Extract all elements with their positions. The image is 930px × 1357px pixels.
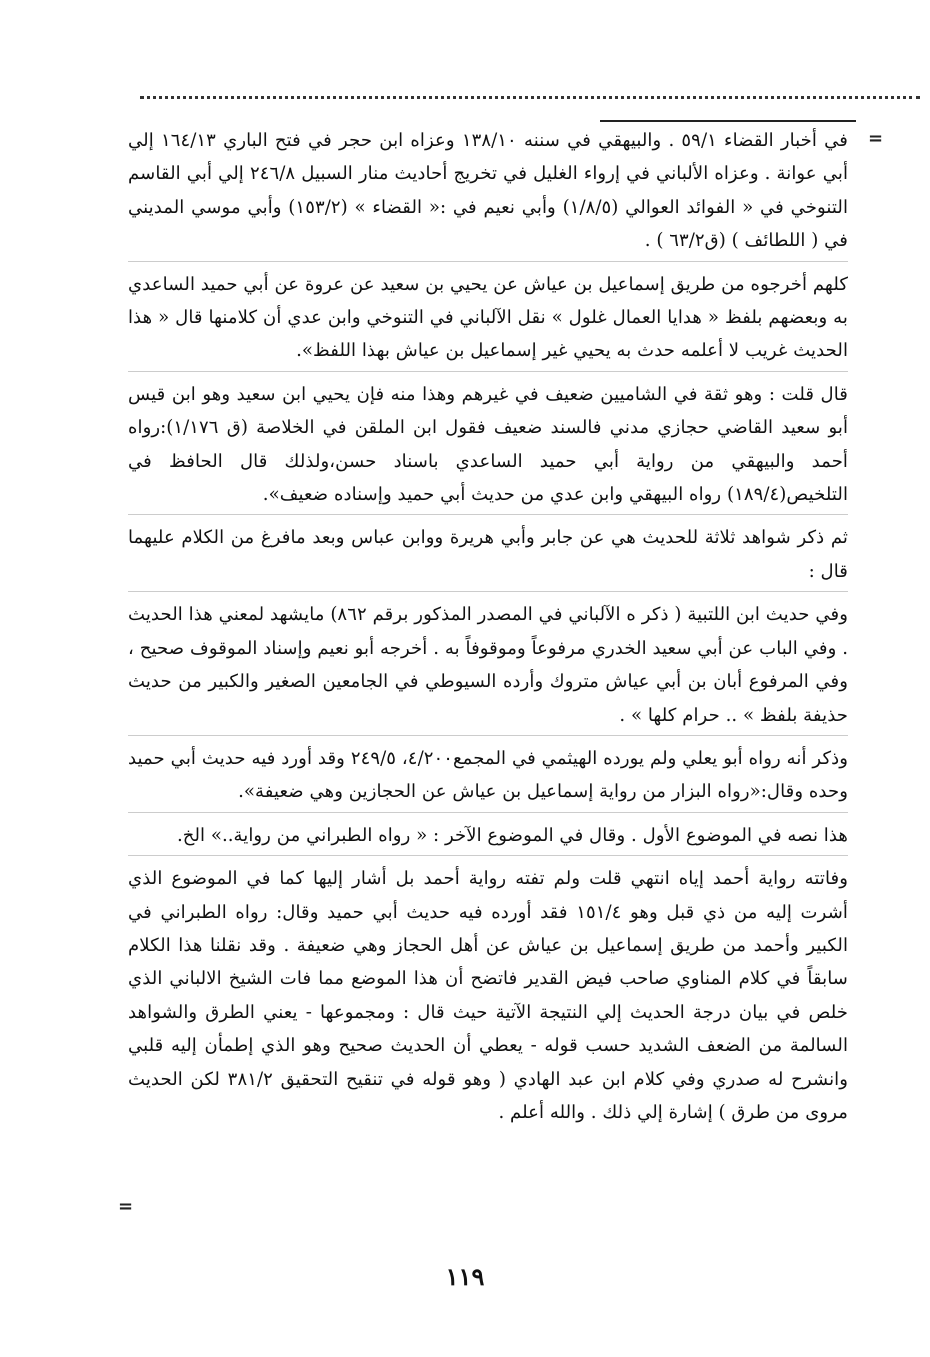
- paragraph-2: كلهم أخرجوه من طريق إسماعيل بن عياش عن يحيي بن سعيد عن عروة عن أبي حميد الساعدي به وبعضهم بلفظ « هدايا العمال غلول » نقل الآلباني في التنوخي وابن عدي أن كلامنها قال « هذا الحديث غريب لا أعلمه حدث به يحيي غير إسماعيل بن عياش بهذا اللفظ».: [128, 268, 848, 372]
- paragraph-7: هذا نصه في الموضوع الأول . وقال في الموضوع الآخر : « رواه الطبراني من رواية..» الخ.: [128, 819, 848, 856]
- paragraph-4: ثم ذكر شواهد ثلاثة للحديث هي عن جابر وأبي هريرة ووابن عباس وبعد مافرغ من الكلام عليهما قال :: [128, 521, 848, 592]
- paragraph-8: وفاتته رواية أحمد إياه انتهي قلت ولم تفته رواية أحمد بل أشار إليها كما في الموضوع الذي أشرت إليه من ذي قبل وهو ١٥١/٤ فقد أورده فيه حديث أبي حميد وقال: رواه الطبراني في الكبير وأحمد من طريق إسماعيل بن عياش عن أهل الحجاز وهي ضعيفة . وقد نقلنا هذا الكلام سابقاً في كلام المناوي صاحب فيض القدير فاتضح أن هذا الموضع مما فات الشيخ الالباني الذي خلص في بيان درجة الحديث إلي النتيجة الآتية حيث قال : ومجموعها - يعني الطرق والشواهد السالمة من الضعف الشديد حسب قوله - يعطي أن الحديث صحيح وهو الذي إطمأن إليه قلبي وانشرح له صدري وفي كلام ابن عبد الهادي ( وهو قوله في تنقيح التحقيق ٣٨١/٢ لكن الحديث مروى من طرق ) إشارة إلي ذلك . والله أعلم .: [128, 868, 848, 1123]
- footnote-separator-rule: [600, 120, 856, 122]
- paragraph-3: قال قلت : وهو ثقة في الشاميين ضعيف في غيرهم وهذا منه فإن يحيي ابن سعيد وهو ابن قيس أبو سعيد القاضي حجازي مدني فالسند ضعيف فقول ابن الملقن في الخلاصة (ق ١/١٧٦):رواه أحمد والبيهقي من رواية أبي حميد الساعدي باسناد حسن،ولذلك قال الحافظ في التلخيص(١٨٩/٤) رواه البيهقي وابن عدي من حديث أبي حميد وإسناده ضعيف».: [128, 378, 848, 516]
- header-dotted-rule: [140, 96, 920, 99]
- continuation-mark-bottom: =: [118, 1196, 134, 1217]
- paragraph-6: وذكر أنه رواه أبو يعلي ولم يورده الهيثمي في المجمع٤/٢٠٠، ٢٤٩/٥ وقد أورد فيه حديث أبي حميد وحده وقال:«رواه البزار من رواية إسماعيل بن عياش عن الحجازين وهي ضعيفة».: [128, 742, 848, 813]
- footnote-text: [128, 124, 848, 1135]
- paragraph-5: وفي حديث ابن اللتبية ( ذكر ه الآلباني في المصدر المذكور برقم ٨٦٢) مايشهد لمعني هذا الحديث . وفي الباب عن أبي سعيد الخدري مرفوعاً وموقوفاً به . أخرجه أبو نعيم وإسناد الموقوف صحيح ، وفي المرفوع أبان بن أبي عياش متروك وأرده السيوطي في الجامعين الصغير والكبير من حديث حذيفة بلفظ » .. حرام كلها » .: [128, 598, 848, 736]
- continuation-mark-top: =: [868, 128, 884, 149]
- page-number: ١١٩: [445, 1262, 485, 1291]
- paragraph-1: في أخبار القضاء ٥٩/١ . والبيهقي في سننه ١٣٨/١٠ وعزاه ابن حجر في فتح الباري ١٦٤/١٣ إلي أبي عوانة . وعزاه الألباني في إرواء الغليل في تخريج أحاديث منار السبيل ٢٤٦/٨ إلي أبي القاسم التنوخي في « الفوائد العوالي (١/٨/٥) وأبي نعيم في :« القضاء » (١٥٣/٢) وأبي موسي المديني في ( اللطائف ) (ق٦٣/٢ ) .: [128, 124, 848, 262]
